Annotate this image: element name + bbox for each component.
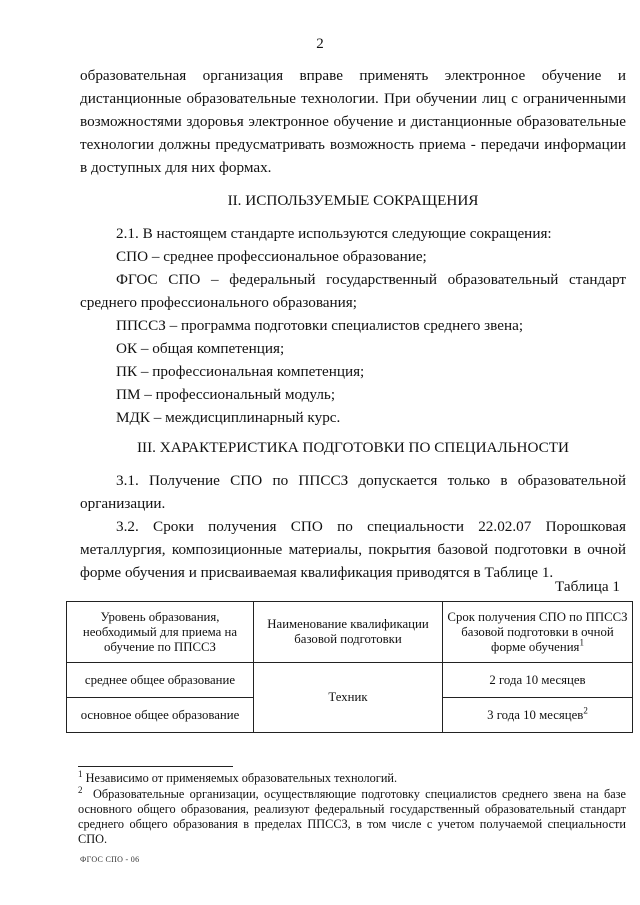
cell-term-secondary: 2 года 10 месяцев [443, 663, 633, 698]
footnote-1 [78, 768, 626, 786]
abbr-pk: ПК – профессиональная компетенция; [116, 363, 365, 380]
cell-level-secondary-general: среднее общее образование [67, 663, 254, 698]
section-3-heading: III. ХАРАКТЕРИСТИКА ПОДГОТОВКИ ПО СПЕЦИАЛЬНОСТИ [136, 439, 570, 456]
clause-3-1: 3.1. Получение СПО по ППССЗ допускается только в образовательной организации. [80, 472, 626, 512]
header-term [443, 602, 633, 663]
abbr-intro: 2.1. В настоящем стандарте используются следующие сокращения: [116, 225, 552, 242]
table-row [67, 663, 633, 698]
header-education-level: Уровень образования, необходимый для приема на обучение по ППССЗ [67, 602, 254, 663]
abbr-spo: СПО – среднее профессиональное образование; [116, 248, 427, 265]
clause-3-2: 3.2. Сроки получения СПО по специальности 22.02.07 Порошковая металлургия, композиционные материалы, покрытия базовой подготовки в очной форме обучения и присваиваемая квалификация приводятся в Таблице 1. [80, 518, 626, 581]
page-number: 2 [316, 36, 324, 52]
table-header-row [67, 602, 633, 663]
footnote-separator [78, 766, 233, 767]
footer-code: ФГОС СПО - 06 [80, 855, 140, 864]
cell-qualification: Техник [254, 663, 443, 733]
cell-term-basic [443, 698, 633, 733]
table-caption: Таблица 1 [555, 578, 620, 595]
cell-term-basic-text: 3 года 10 месяцев [487, 707, 584, 722]
footnote-ref-2: 2 [583, 705, 588, 716]
footnote-1-text: Независимо от применяемых образовательных технологий. [85, 771, 398, 785]
footnote-2 [78, 784, 626, 847]
header-qualification: Наименование квалификации базовой подготовки [254, 602, 443, 663]
intro-paragraph: образовательная организация вправе применять электронное обучение и дистанционные образовательные технологии. При обучении лиц с ограниченными возможностями здоровья электронное обучение и дистанционные образовательные технологии должны предусматривать возможность приема - передачи информации в доступных для них формах. [80, 67, 626, 176]
abbr-ok: ОК – общая компетенция; [116, 340, 285, 357]
abbr-ppssz: ППССЗ – программа подготовки специалистов среднего звена; [116, 317, 524, 334]
footnote-1-mark: 1 [78, 768, 83, 779]
header-term-text: Срок получения СПО по ППССЗ базовой подготовки в очной форме обучения [447, 609, 628, 654]
cell-level-basic-general: основное общее образование [67, 698, 254, 733]
abbr-pm: ПМ – профессиональный модуль; [116, 386, 336, 403]
footnote-2-mark: 2 [78, 784, 83, 795]
abbr-mdk: МДК – междисциплинарный курс. [116, 409, 341, 426]
footnote-2-text: Образовательные организации, осуществляющие подготовку специалистов среднего звена на базе основного общего образования, реализуют федеральный государственный образовательный стандарт среднего общего образования в пределах ППССЗ, в том числе с учетом получаемой специальности СПО. [78, 787, 626, 846]
section-2-heading: II. ИСПОЛЬЗУЕМЫЕ СОКРАЩЕНИЯ [227, 192, 479, 209]
abbr-fgos: ФГОС СПО – федеральный государственный образовательный стандарт среднего профессионального образования; [80, 271, 626, 311]
footnote-ref-1: 1 [579, 637, 584, 648]
qualification-table [66, 601, 633, 733]
